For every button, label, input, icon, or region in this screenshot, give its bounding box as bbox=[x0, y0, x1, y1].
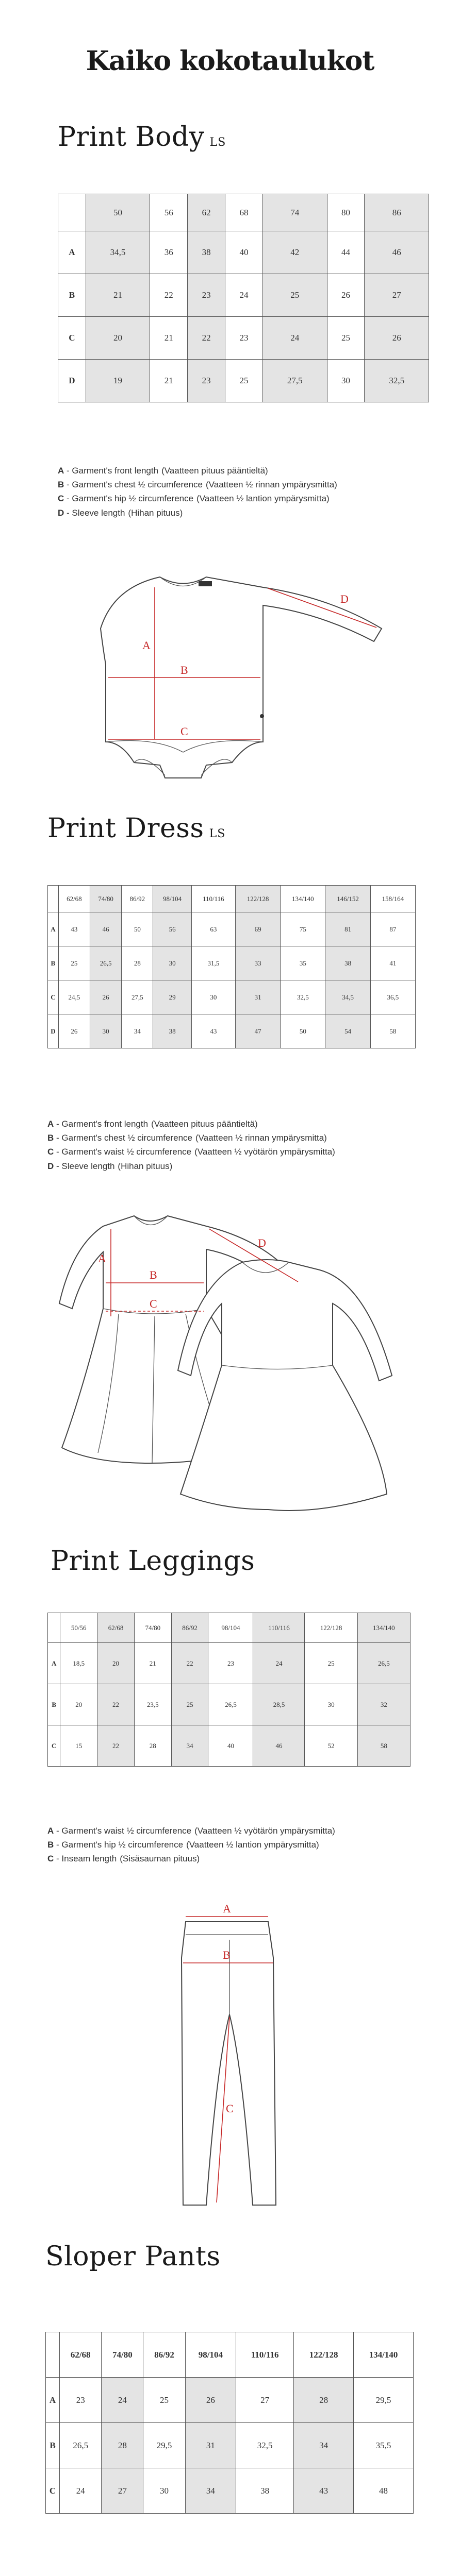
table-cell: 63 bbox=[191, 912, 235, 946]
table-cell: 23,5 bbox=[134, 1684, 171, 1725]
size-header-cell: 158/164 bbox=[370, 886, 415, 912]
size-header-cell: 110/116 bbox=[253, 1613, 305, 1643]
table-cell: 50 bbox=[281, 1014, 325, 1048]
table-cell: 87 bbox=[370, 912, 415, 946]
table-cell: 20 bbox=[97, 1643, 135, 1684]
table-cell: 20 bbox=[60, 1684, 97, 1725]
table-cell: 25 bbox=[225, 360, 263, 402]
size-header-cell: 74/80 bbox=[134, 1613, 171, 1643]
size-header-cell: 86/92 bbox=[122, 886, 153, 912]
diagram-label: B bbox=[180, 664, 188, 676]
table-cell: 21 bbox=[150, 360, 188, 402]
table-cell: 26 bbox=[327, 274, 365, 317]
table-row bbox=[46, 2468, 414, 2514]
table-cell: 58 bbox=[370, 1014, 415, 1048]
size-header-cell: 62/68 bbox=[60, 2332, 102, 2378]
table-cell: 26 bbox=[58, 1014, 90, 1048]
table-cell: 31 bbox=[185, 2423, 236, 2468]
table-cell: 18,5 bbox=[60, 1643, 97, 1684]
size-header-cell: 74/80 bbox=[102, 2332, 143, 2378]
size-header-cell: 56 bbox=[150, 194, 188, 231]
table-cell: 75 bbox=[281, 912, 325, 946]
table-cell: 81 bbox=[325, 912, 370, 946]
row-label-cell: C bbox=[58, 317, 86, 360]
brand-label-icon bbox=[199, 581, 212, 586]
legend-item: B - Garment's chest ½ circumference (Vaatteen ½ rinnan ympärysmitta) bbox=[47, 1133, 327, 1143]
table-cell: 46 bbox=[253, 1725, 305, 1767]
row-label-cell: A bbox=[46, 2378, 60, 2423]
table-cell: 26,5 bbox=[208, 1684, 253, 1725]
dress-diagram bbox=[52, 1206, 423, 1525]
table-corner-cell bbox=[48, 1613, 60, 1643]
legend-item: C - Garment's hip ½ circumference (Vaatteen ½ lantion ympärysmitta) bbox=[58, 494, 330, 504]
table-cell: 25 bbox=[58, 946, 90, 980]
diagram-label: C bbox=[180, 725, 188, 738]
table-cell: 24,5 bbox=[58, 980, 90, 1014]
table-cell: 56 bbox=[153, 912, 191, 946]
table-cell: 22 bbox=[171, 1643, 208, 1684]
diagram-label: B bbox=[150, 1268, 157, 1281]
size-header-cell: 86/92 bbox=[171, 1613, 208, 1643]
legend-item: B - Garment's hip ½ circumference (Vaatteen ½ lantion ympärysmitta) bbox=[47, 1840, 319, 1850]
table-cell: 52 bbox=[305, 1725, 357, 1767]
table-cell: 48 bbox=[354, 2468, 414, 2514]
size-header-cell: 98/104 bbox=[185, 2332, 236, 2378]
table-cell: 36,5 bbox=[370, 980, 415, 1014]
table-row bbox=[48, 912, 416, 946]
table-cell: 22 bbox=[188, 317, 225, 360]
table-cell: 58 bbox=[357, 1725, 410, 1767]
size-header-cell: 98/104 bbox=[208, 1613, 253, 1643]
table-cell: 34 bbox=[171, 1725, 208, 1767]
table-cell: 26 bbox=[185, 2378, 236, 2423]
table-row bbox=[48, 1014, 416, 1048]
table-cell: 30 bbox=[143, 2468, 185, 2514]
table-corner-cell bbox=[46, 2332, 60, 2378]
table-cell: 44 bbox=[327, 231, 365, 274]
diagram-label: A bbox=[98, 1252, 106, 1265]
table-cell: 32,5 bbox=[365, 360, 429, 402]
section-title-print-dress bbox=[47, 813, 225, 844]
row-label-cell: A bbox=[48, 912, 59, 946]
section-title-suffix: LS bbox=[209, 827, 226, 840]
row-label-cell: C bbox=[48, 980, 59, 1014]
table-cell: 69 bbox=[236, 912, 281, 946]
size-header-cell: 50/56 bbox=[60, 1613, 97, 1643]
row-label-cell: B bbox=[58, 274, 86, 317]
legend-item: D - Sleeve length (Hihan pituus) bbox=[47, 1161, 173, 1171]
row-label-cell: B bbox=[46, 2423, 60, 2468]
table-cell: 34,5 bbox=[86, 231, 150, 274]
leggings-diagram bbox=[165, 1896, 294, 2215]
table-row bbox=[46, 2423, 414, 2468]
table-cell: 43 bbox=[294, 2468, 354, 2514]
row-label-cell: B bbox=[48, 946, 59, 980]
table-cell: 23 bbox=[188, 360, 225, 402]
table-cell: 30 bbox=[153, 946, 191, 980]
size-header-cell: 134/140 bbox=[354, 2332, 414, 2378]
table-cell: 27 bbox=[236, 2378, 294, 2423]
size-header-cell: 86 bbox=[365, 194, 429, 231]
table-cell: 23 bbox=[60, 2378, 102, 2423]
table-cell: 47 bbox=[236, 1014, 281, 1048]
table-cell: 42 bbox=[262, 231, 327, 274]
table-cell: 26,5 bbox=[60, 2423, 102, 2468]
diagram-label: B bbox=[223, 1948, 231, 1961]
table-cell: 30 bbox=[90, 1014, 122, 1048]
row-label-cell: A bbox=[48, 1643, 60, 1684]
size-header-cell: 50 bbox=[86, 194, 150, 231]
table-cell: 31 bbox=[236, 980, 281, 1014]
row-label-cell: D bbox=[48, 1014, 59, 1048]
table-cell: 50 bbox=[122, 912, 153, 946]
table-cell: 23 bbox=[188, 274, 225, 317]
legend-print-body bbox=[58, 464, 337, 520]
table-cell: 26 bbox=[365, 317, 429, 360]
table-row bbox=[48, 946, 416, 980]
section-title-text: Print Body bbox=[58, 122, 205, 152]
table-cell: 43 bbox=[58, 912, 90, 946]
table-cell: 34 bbox=[294, 2423, 354, 2468]
size-header-cell: 122/128 bbox=[294, 2332, 354, 2378]
table-cell: 27,5 bbox=[122, 980, 153, 1014]
size-header-cell: 134/140 bbox=[281, 886, 325, 912]
row-label-cell: C bbox=[46, 2468, 60, 2514]
table-row bbox=[48, 1725, 410, 1767]
size-header-cell: 62/68 bbox=[58, 886, 90, 912]
diagram-label: D bbox=[258, 1236, 266, 1249]
size-header-cell: 122/128 bbox=[236, 886, 281, 912]
table-cell: 40 bbox=[208, 1725, 253, 1767]
table-cell: 22 bbox=[97, 1725, 135, 1767]
section-title-print-leggings bbox=[51, 1546, 260, 1577]
size-header-cell: 68 bbox=[225, 194, 263, 231]
section-title-print-body bbox=[58, 122, 226, 152]
table-cell: 24 bbox=[60, 2468, 102, 2514]
table-row bbox=[58, 360, 429, 402]
legend-item: B - Garment's chest ½ circumference (Vaatteen ½ rinnan ympärysmitta) bbox=[58, 480, 337, 490]
diagram-label: A bbox=[223, 1902, 231, 1915]
size-header-cell: 74/80 bbox=[90, 886, 122, 912]
table-row bbox=[48, 1643, 410, 1684]
section-title-text: Sloper Pants bbox=[45, 2241, 221, 2272]
size-header-cell: 134/140 bbox=[357, 1613, 410, 1643]
legend-print-leggings bbox=[47, 1824, 335, 1866]
table-cell: 32,5 bbox=[236, 2423, 294, 2468]
table-cell: 25 bbox=[143, 2378, 185, 2423]
legend-item: A - Garment's front length (Vaatteen pituus pääntieltä) bbox=[58, 466, 268, 476]
section-title-text: Print Leggings bbox=[51, 1546, 255, 1577]
table-cell: 32 bbox=[357, 1684, 410, 1725]
diagram-label: C bbox=[150, 1297, 157, 1310]
table-cell: 27 bbox=[102, 2468, 143, 2514]
table-cell: 22 bbox=[150, 274, 188, 317]
table-cell: 30 bbox=[191, 980, 235, 1014]
table-header-row bbox=[46, 2332, 414, 2378]
size-header-cell: 80 bbox=[327, 194, 365, 231]
table-row bbox=[48, 980, 416, 1014]
table-cell: 27,5 bbox=[262, 360, 327, 402]
table-cell: 28 bbox=[122, 946, 153, 980]
table-row bbox=[48, 1684, 410, 1725]
diagram-label: D bbox=[340, 592, 349, 605]
table-cell: 21 bbox=[134, 1643, 171, 1684]
table-cell: 28 bbox=[102, 2423, 143, 2468]
size-header-cell: 110/116 bbox=[191, 886, 235, 912]
table-cell: 26,5 bbox=[90, 946, 122, 980]
size-header-cell: 86/92 bbox=[143, 2332, 185, 2378]
size-header-cell: 74 bbox=[262, 194, 327, 231]
page-title: Kaiko kokotaulukot bbox=[86, 45, 374, 77]
table-cell: 26,5 bbox=[357, 1643, 410, 1684]
table-cell: 28 bbox=[134, 1725, 171, 1767]
table-cell: 35,5 bbox=[354, 2423, 414, 2468]
section-title-text: Print Dress bbox=[47, 813, 204, 844]
table-cell: 38 bbox=[236, 2468, 294, 2514]
table-cell: 24 bbox=[102, 2378, 143, 2423]
bodysuit-diagram bbox=[93, 567, 423, 783]
row-label-cell: A bbox=[58, 231, 86, 274]
size-header-cell: 62 bbox=[188, 194, 225, 231]
table-header-row bbox=[48, 1613, 410, 1643]
table-cell: 25 bbox=[327, 317, 365, 360]
table-cell: 38 bbox=[153, 1014, 191, 1048]
table-row bbox=[58, 274, 429, 317]
table-cell: 25 bbox=[305, 1643, 357, 1684]
legend-print-dress bbox=[47, 1117, 335, 1173]
size-table-print-dress bbox=[47, 885, 416, 1048]
section-title-suffix: LS bbox=[209, 136, 226, 149]
table-row bbox=[46, 2378, 414, 2423]
legend-item: A - Garment's waist ½ circumference (Vaatteen ½ vyötärön ympärysmitta) bbox=[47, 1826, 335, 1836]
table-cell: 21 bbox=[86, 274, 150, 317]
table-cell: 54 bbox=[325, 1014, 370, 1048]
row-label-cell: C bbox=[48, 1725, 60, 1767]
table-cell: 43 bbox=[191, 1014, 235, 1048]
table-cell: 46 bbox=[90, 912, 122, 946]
table-cell: 40 bbox=[225, 231, 263, 274]
table-cell: 20 bbox=[86, 317, 150, 360]
size-table-print-body bbox=[58, 194, 429, 402]
table-cell: 25 bbox=[262, 274, 327, 317]
legend-item: C - Garment's waist ½ circumference (Vaatteen ½ vyötärön ympärysmitta) bbox=[47, 1147, 335, 1157]
table-cell: 31,5 bbox=[191, 946, 235, 980]
table-cell: 25 bbox=[171, 1684, 208, 1725]
table-row bbox=[58, 231, 429, 274]
table-cell: 32,5 bbox=[281, 980, 325, 1014]
legend-item: C - Inseam length (Sisäsauman pituus) bbox=[47, 1854, 200, 1864]
table-cell: 29,5 bbox=[143, 2423, 185, 2468]
size-header-cell: 146/152 bbox=[325, 886, 370, 912]
size-table-sloper-pants bbox=[45, 2332, 414, 2514]
table-cell: 35 bbox=[281, 946, 325, 980]
table-header-row bbox=[58, 194, 429, 231]
legend-item: A - Garment's front length (Vaatteen pituus pääntieltä) bbox=[47, 1119, 258, 1129]
table-cell: 28 bbox=[294, 2378, 354, 2423]
table-cell: 30 bbox=[327, 360, 365, 402]
table-cell: 38 bbox=[325, 946, 370, 980]
table-cell: 15 bbox=[60, 1725, 97, 1767]
row-label-cell: D bbox=[58, 360, 86, 402]
diagram-label: C bbox=[226, 2102, 234, 2115]
size-header-cell: 62/68 bbox=[97, 1613, 135, 1643]
table-cell: 36 bbox=[150, 231, 188, 274]
table-cell: 29 bbox=[153, 980, 191, 1014]
table-cell: 38 bbox=[188, 231, 225, 274]
table-cell: 46 bbox=[365, 231, 429, 274]
row-label-cell: B bbox=[48, 1684, 60, 1725]
size-header-cell: 98/104 bbox=[153, 886, 191, 912]
table-cell: 21 bbox=[150, 317, 188, 360]
table-cell: 34 bbox=[185, 2468, 236, 2514]
table-corner-cell bbox=[48, 886, 59, 912]
size-header-cell: 122/128 bbox=[305, 1613, 357, 1643]
table-row bbox=[58, 317, 429, 360]
table-cell: 26 bbox=[90, 980, 122, 1014]
size-header-cell: 110/116 bbox=[236, 2332, 294, 2378]
table-cell: 27 bbox=[365, 274, 429, 317]
table-cell: 24 bbox=[225, 274, 263, 317]
table-corner-cell bbox=[58, 194, 86, 231]
table-cell: 19 bbox=[86, 360, 150, 402]
table-cell: 24 bbox=[253, 1643, 305, 1684]
table-cell: 29,5 bbox=[354, 2378, 414, 2423]
legend-item: D - Sleeve length (Hihan pituus) bbox=[58, 507, 183, 518]
table-cell: 33 bbox=[236, 946, 281, 980]
size-table-print-leggings bbox=[47, 1613, 410, 1767]
table-cell: 41 bbox=[370, 946, 415, 980]
table-cell: 24 bbox=[262, 317, 327, 360]
diagram-label: A bbox=[142, 639, 151, 652]
table-cell: 22 bbox=[97, 1684, 135, 1725]
table-cell: 34 bbox=[122, 1014, 153, 1048]
table-cell: 23 bbox=[225, 317, 263, 360]
table-cell: 23 bbox=[208, 1643, 253, 1684]
table-cell: 34,5 bbox=[325, 980, 370, 1014]
section-title-sloper-pants bbox=[45, 2241, 226, 2272]
table-cell: 30 bbox=[305, 1684, 357, 1725]
table-header-row bbox=[48, 886, 416, 912]
table-cell: 28,5 bbox=[253, 1684, 305, 1725]
